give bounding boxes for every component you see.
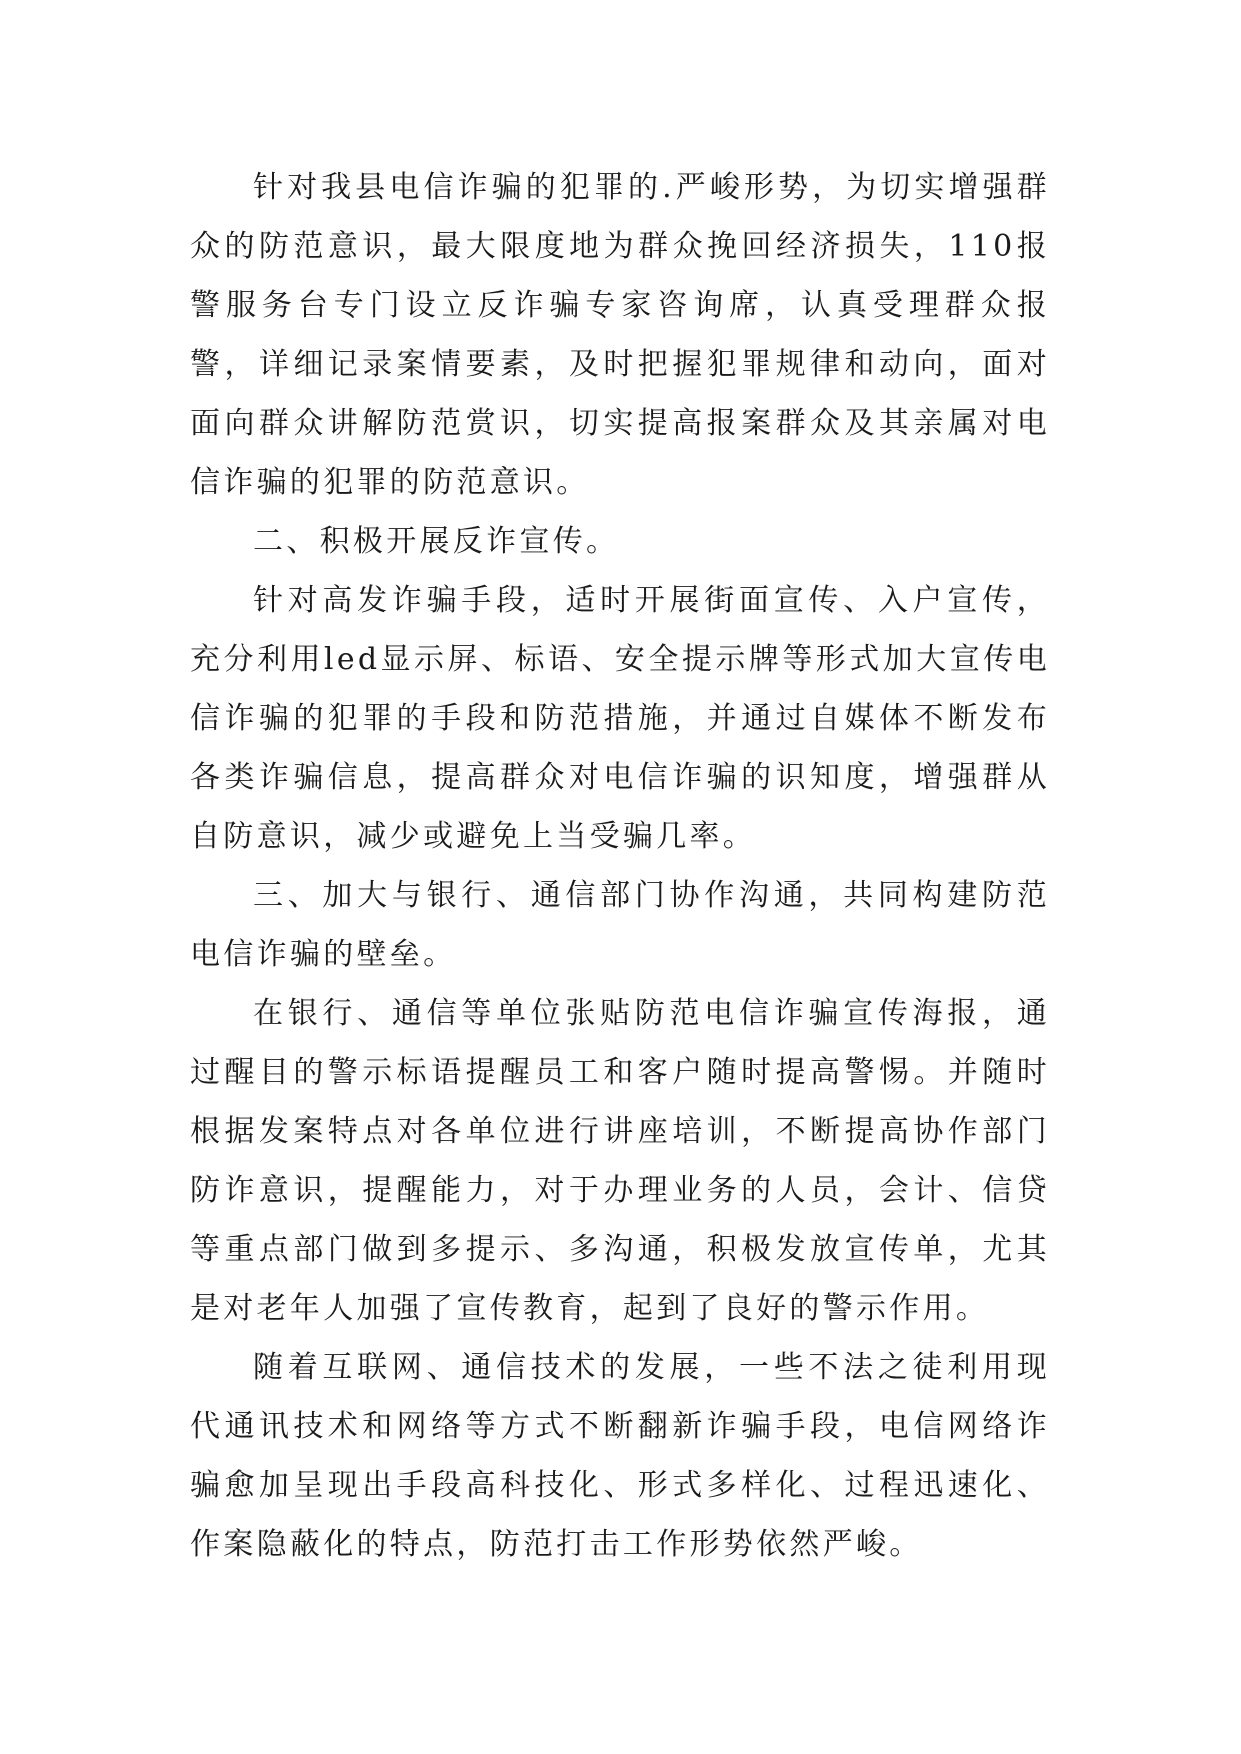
document-body [190,158,1050,1574]
paragraph-conclusion: 随着互联网、通信技术的发展，一些不法之徒利用现代通讯技术和网络等方式不断翻新诈骗手段，电信网络诈骗愈加呈现出手段高科技化、形式多样化、过程迅速化、作案隐蔽化的特点，防范打击工作形势依然严峻。 [190,1350,1050,1562]
section-heading-2: 二、积极开展反诈宣传。 [253,524,620,559]
section-heading-3: 三、加大与银行、通信部门协作沟通，共同构建防范电信诈骗的壁垒。 [190,878,1050,972]
paragraph-intro: 针对我县电信诈骗的犯罪的.严峻形势，为切实增强群众的防范意识，最大限度地为群众挽回经济损失，110报警服务台专门设立反诈骗专家咨询席，认真受理群众报警，详细记录案情要素，及时把握犯罪规律和动向，面对面向群众讲解防范赏识，切实提高报案群众及其亲属对电信诈骗的犯罪的防范意识。 [190,170,1050,500]
paragraph-cooperation: 在银行、通信等单位张贴防范电信诈骗宣传海报，通过醒目的警示标语提醒员工和客户随时提高警惕。并随时根据发案特点对各单位进行讲座培训，不断提高协作部门防诈意识，提醒能力，对于办理业务的人员，会计、信贷等重点部门做到多提示、多沟通，积极发放宣传单，尤其是对老年人加强了宣传教育，起到了良好的警示作用。 [190,996,1050,1326]
paragraph-publicity: 针对高发诈骗手段，适时开展街面宣传、入户宣传，充分利用led显示屏、标语、安全提示牌等形式加大宣传电信诈骗的犯罪的手段和防范措施，并通过自媒体不断发布各类诈骗信息，提高群众对电信诈骗的识知度，增强群从自防意识，减少或避免上当受骗几率。 [190,583,1050,854]
